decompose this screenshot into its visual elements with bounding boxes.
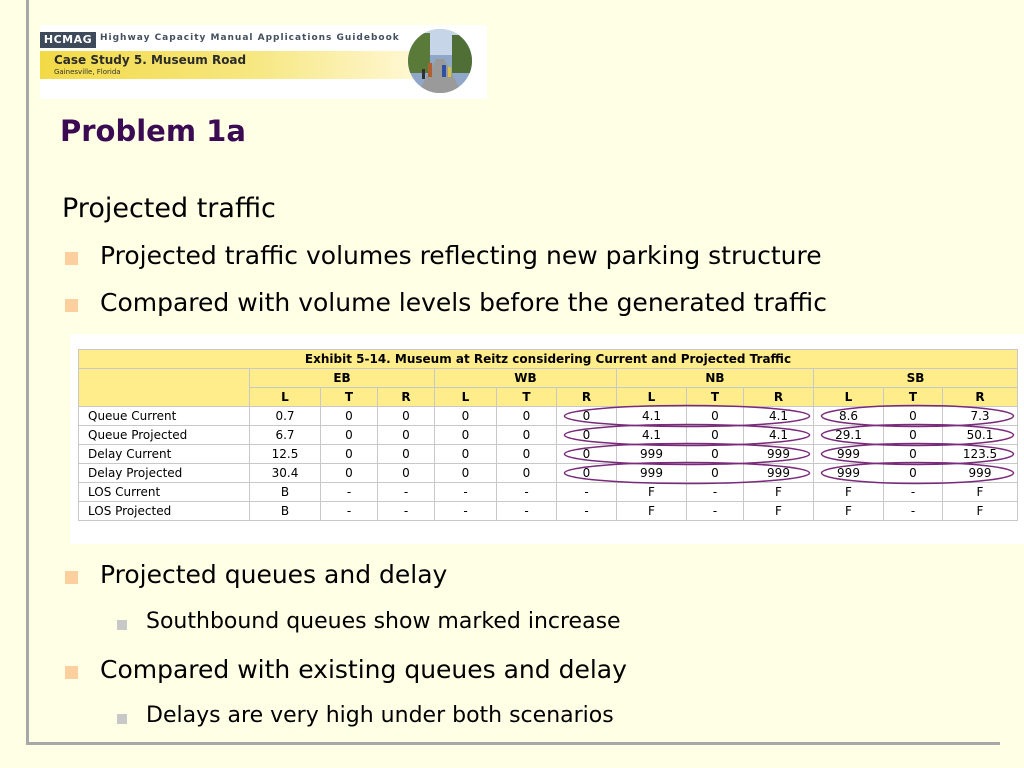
table-cell: 4.1 bbox=[744, 407, 814, 426]
street-photo-image bbox=[408, 29, 472, 93]
table-cell: - bbox=[497, 502, 557, 521]
table-cell: 999 bbox=[617, 464, 687, 483]
movement-header: L bbox=[814, 388, 884, 407]
row-label: LOS Current bbox=[79, 483, 250, 502]
table-cell: 4.1 bbox=[744, 426, 814, 445]
table-cell: - bbox=[378, 483, 435, 502]
movement-header: T bbox=[497, 388, 557, 407]
exhibit-table-image bbox=[70, 334, 1024, 544]
movement-header: R bbox=[378, 388, 435, 407]
movement-header: T bbox=[687, 388, 744, 407]
table-cell: - bbox=[435, 483, 497, 502]
table-cell: 0 bbox=[687, 445, 744, 464]
table-cell: 50.1 bbox=[943, 426, 1018, 445]
table-row bbox=[79, 445, 1018, 464]
movement-header: R bbox=[557, 388, 617, 407]
table-cell: - bbox=[378, 502, 435, 521]
table-cell: 0 bbox=[557, 426, 617, 445]
table-cell: 0 bbox=[435, 407, 497, 426]
sub-bullet-square-icon bbox=[117, 620, 127, 630]
movement-header: R bbox=[943, 388, 1018, 407]
table-cell: 0 bbox=[435, 445, 497, 464]
table-cell: B bbox=[250, 502, 321, 521]
table-cell: 0 bbox=[884, 464, 943, 483]
table-cell: 0 bbox=[687, 426, 744, 445]
table-cell: F bbox=[814, 483, 884, 502]
table-cell: 999 bbox=[814, 445, 884, 464]
table-cell: - bbox=[557, 502, 617, 521]
table-cell: F bbox=[744, 502, 814, 521]
table-cell: 0 bbox=[687, 407, 744, 426]
table-cell: 0 bbox=[435, 464, 497, 483]
table-cell: 0 bbox=[884, 407, 943, 426]
slide-frame-left bbox=[26, 0, 29, 745]
bullet-square-icon bbox=[65, 571, 78, 584]
table-cell: 29.1 bbox=[814, 426, 884, 445]
table-cell: B bbox=[250, 483, 321, 502]
case-study-title: Case Study 5. Museum Road bbox=[54, 53, 247, 67]
table-cell: 4.1 bbox=[617, 426, 687, 445]
approach-header: EB bbox=[250, 369, 435, 388]
table-row bbox=[79, 407, 1018, 426]
table-cell: - bbox=[435, 502, 497, 521]
table-row bbox=[79, 502, 1018, 521]
row-label: Delay Projected bbox=[79, 464, 250, 483]
slide-title: Problem 1a bbox=[60, 114, 246, 148]
table-row bbox=[79, 483, 1018, 502]
table-cell: 4.1 bbox=[617, 407, 687, 426]
table-cell: 999 bbox=[943, 464, 1018, 483]
sub-bullet-text: Southbound queues show marked increase bbox=[146, 609, 621, 634]
bullet-square-icon bbox=[65, 666, 78, 679]
table-row bbox=[79, 426, 1018, 445]
table-cell: 0 bbox=[497, 426, 557, 445]
table-cell: F bbox=[814, 502, 884, 521]
table-cell: 0 bbox=[687, 464, 744, 483]
row-label: Queue Current bbox=[79, 407, 250, 426]
intro-text: Projected traffic bbox=[62, 193, 276, 224]
table-cell: 999 bbox=[744, 464, 814, 483]
table-cell: 0 bbox=[321, 426, 378, 445]
movement-header: T bbox=[321, 388, 378, 407]
sub-bullet-text: Delays are very high under both scenarios bbox=[146, 703, 614, 728]
table-cell: 6.7 bbox=[250, 426, 321, 445]
table-cell: 999 bbox=[744, 445, 814, 464]
table-cell: 999 bbox=[617, 445, 687, 464]
movement-header: L bbox=[435, 388, 497, 407]
movement-header: R bbox=[744, 388, 814, 407]
table-cell: - bbox=[884, 483, 943, 502]
movement-header: L bbox=[617, 388, 687, 407]
bullet-text: Compared with existing queues and delay bbox=[100, 655, 627, 684]
table-cell: - bbox=[497, 483, 557, 502]
table-cell: 30.4 bbox=[250, 464, 321, 483]
table-cell: 123.5 bbox=[943, 445, 1018, 464]
row-label: Delay Current bbox=[79, 445, 250, 464]
table-cell: F bbox=[617, 483, 687, 502]
table-cell: 999 bbox=[814, 464, 884, 483]
case-study-location: Gainesville, Florida bbox=[54, 68, 121, 76]
table-cell: 0.7 bbox=[250, 407, 321, 426]
slide-frame-bottom bbox=[26, 742, 1000, 745]
bullet-square-icon bbox=[65, 252, 78, 265]
table-cell: 0 bbox=[321, 445, 378, 464]
table-cell: 0 bbox=[497, 445, 557, 464]
hcmag-logo: HCMAG bbox=[40, 32, 96, 48]
table-cell: 0 bbox=[497, 464, 557, 483]
table-cell: F bbox=[943, 483, 1018, 502]
table-cell: - bbox=[687, 502, 744, 521]
bullet-text: Compared with volume levels before the generated traffic bbox=[100, 288, 827, 317]
table-cell: 0 bbox=[378, 464, 435, 483]
approach-header: WB bbox=[435, 369, 617, 388]
table-cell: 8.6 bbox=[814, 407, 884, 426]
table-cell: - bbox=[557, 483, 617, 502]
table-cell: - bbox=[884, 502, 943, 521]
movement-header: T bbox=[884, 388, 943, 407]
table-cell: 12.5 bbox=[250, 445, 321, 464]
table-cell: 0 bbox=[378, 445, 435, 464]
header-banner bbox=[40, 25, 487, 99]
table-cell: F bbox=[943, 502, 1018, 521]
table-row bbox=[79, 464, 1018, 483]
table-cell: 0 bbox=[884, 445, 943, 464]
table-cell: F bbox=[744, 483, 814, 502]
exhibit-table bbox=[78, 349, 1018, 521]
table-cell: 0 bbox=[884, 426, 943, 445]
table-cell: 0 bbox=[321, 407, 378, 426]
table-cell: 0 bbox=[321, 464, 378, 483]
header-corner bbox=[79, 369, 250, 407]
bullet-text: Projected queues and delay bbox=[100, 560, 448, 589]
bullet-text: Projected traffic volumes reflecting new parking structure bbox=[100, 241, 822, 270]
sub-bullet-square-icon bbox=[117, 714, 127, 724]
table-cell: 0 bbox=[557, 464, 617, 483]
row-label: LOS Projected bbox=[79, 502, 250, 521]
table-cell: - bbox=[321, 502, 378, 521]
table-cell: F bbox=[617, 502, 687, 521]
table-cell: 0 bbox=[378, 426, 435, 445]
row-label: Queue Projected bbox=[79, 426, 250, 445]
bullet-square-icon bbox=[65, 299, 78, 312]
guidebook-title: Highway Capacity Manual Applications Guidebook bbox=[100, 33, 400, 43]
table-cell: 0 bbox=[497, 407, 557, 426]
approach-header: NB bbox=[617, 369, 814, 388]
table-cell: - bbox=[321, 483, 378, 502]
table-cell: 7.3 bbox=[943, 407, 1018, 426]
movement-header: L bbox=[250, 388, 321, 407]
table-cell: 0 bbox=[557, 445, 617, 464]
table-cell: - bbox=[687, 483, 744, 502]
approach-header: SB bbox=[814, 369, 1018, 388]
exhibit-title: Exhibit 5-14. Museum at Reitz considering Current and Projected Traffic bbox=[79, 350, 1018, 369]
table-cell: 0 bbox=[435, 426, 497, 445]
table-cell: 0 bbox=[378, 407, 435, 426]
table-cell: 0 bbox=[557, 407, 617, 426]
